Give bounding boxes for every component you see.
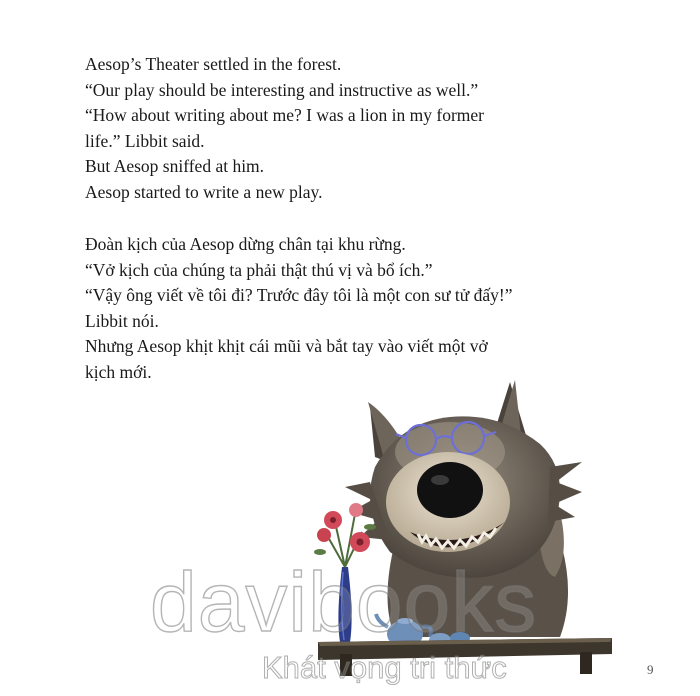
vietnamese-line: Libbit nói.	[85, 310, 159, 331]
english-line: life.” Libbit said.	[85, 130, 205, 151]
watermark-tagline: Khát vọng tri thức	[262, 650, 507, 685]
english-line: “How about writing about me? I was a lion in my former	[85, 105, 484, 126]
vietnamese-line: “Vở kịch của chúng ta phải thật thú vị và bổ ích.”	[85, 259, 433, 280]
page-number: 9	[647, 662, 654, 677]
vietnamese-line: Đoàn kịch của Aesop dừng chân tại khu rừng.	[85, 234, 406, 254]
vietnamese-paragraph	[85, 232, 605, 386]
english-line: Aesop started to write a new play.	[85, 181, 323, 202]
vietnamese-line: “Vậy ông viết về tôi đi? Trước đây tôi là một con sư tử đấy!”	[85, 285, 513, 306]
english-line: Aesop’s Theater settled in the forest.	[85, 54, 342, 74]
english-line: “Our play should be interesting and instructive as well.”	[85, 79, 479, 100]
watermark-brand: davibooks	[150, 555, 538, 649]
vietnamese-line: kịch mới.	[85, 361, 152, 382]
english-line: But Aesop sniffed at him.	[85, 156, 265, 177]
vietnamese-line: Nhưng Aesop khịt khịt cái mũi và bắt tay vào viết một vở	[85, 336, 488, 357]
english-paragraph	[85, 52, 605, 206]
